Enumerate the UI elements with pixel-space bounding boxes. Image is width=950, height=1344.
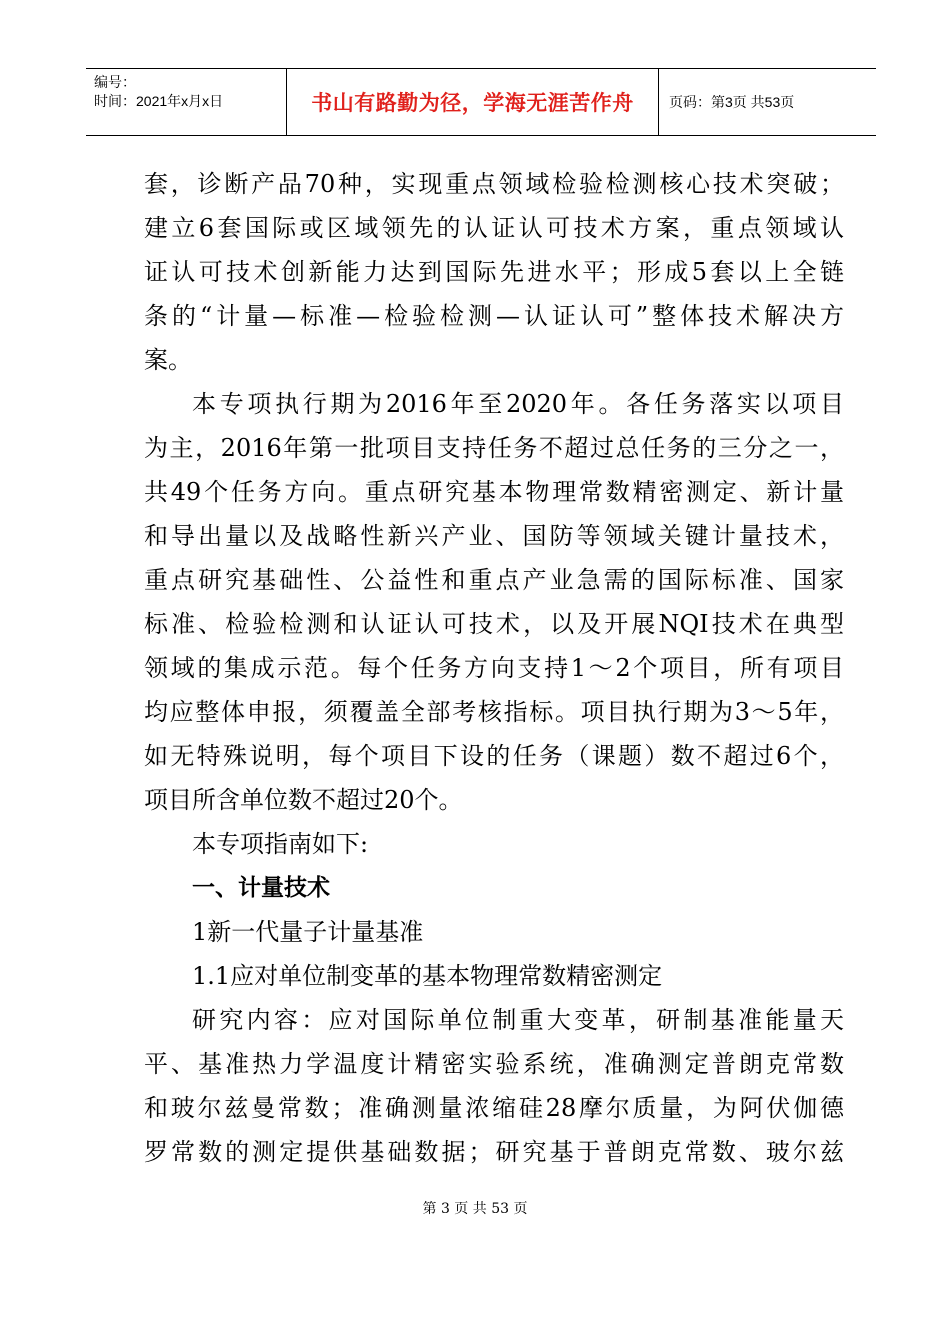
body-line: 罗常数的测定提供基础数据；研究基于普朗克常数、玻尔兹 xyxy=(144,1138,844,1166)
body-line: 和玻尔兹曼常数；准确测量浓缩硅28摩尔质量，为阿伏伽德 xyxy=(144,1094,844,1122)
document-body xyxy=(144,162,844,1174)
body-line: 平、基准热力学温度计精密实验系统，准确测定普朗克常数 xyxy=(144,1050,844,1078)
page-footer: 第 3 页 共 53 页 xyxy=(422,1201,528,1217)
header-meta-cell xyxy=(86,69,287,135)
body-line: 研究内容：应对国际单位制重大变革，研制基准能量天 xyxy=(192,1006,844,1034)
header-motto-cell xyxy=(287,69,659,135)
body-line: 本专项执行期为2016年至2020年。各任务落实以项目 xyxy=(192,390,844,418)
body-line: 项目所含单位数不超过20个。 xyxy=(144,786,463,814)
body-line: 套，诊断产品70种，实现重点领域检验检测核心技术突破； xyxy=(144,170,844,198)
document-header xyxy=(86,68,876,136)
body-line: 建立6套国际或区域领先的认证认可技术方案，重点领域认 xyxy=(144,214,844,242)
body-line: 案。 xyxy=(144,346,192,374)
header-page-label: 页码：第3页 共53页 xyxy=(669,94,795,110)
body-line: 重点研究基础性、公益性和重点产业急需的国际标准、国家 xyxy=(144,566,844,594)
header-page-cell xyxy=(659,69,876,135)
header-motto: 书山有路勤为径，学海无涯苦作舟 xyxy=(311,91,634,115)
body-line: 本专项指南如下: xyxy=(192,830,369,858)
section-heading: 一、计量技术 xyxy=(192,875,330,901)
document-number-label: 编号： xyxy=(94,74,136,90)
body-line: 标准、检验检测和认证认可技术，以及开展NQI技术在典型 xyxy=(144,610,844,638)
body-line: 均应整体申报，须覆盖全部考核指标。项目执行期为3～5年， xyxy=(144,698,844,726)
body-line: 如无特殊说明，每个项目下设的任务（课题）数不超过6个， xyxy=(144,742,844,770)
body-line: 和导出量以及战略性新兴产业、国防等领域关键计量技术， xyxy=(144,522,844,550)
subsection-heading: 1新一代量子计量基准 xyxy=(192,918,424,946)
body-line: 证认可技术创新能力达到国际先进水平；形成5套以上全链 xyxy=(144,258,844,286)
body-line: 为主，2016年第一批项目支持任务不超过总任务的三分之一， xyxy=(144,434,844,462)
body-line: 条的“计量—标准—检验检测—认证认可”整体技术解决方 xyxy=(144,302,844,330)
body-line: 领域的集成示范。每个任务方向支持1～2个项目，所有项目 xyxy=(144,654,844,682)
subsection-heading: 1.1应对单位制变革的基本物理常数精密测定 xyxy=(192,962,663,990)
body-line: 共49个任务方向。重点研究基本物理常数精密测定、新计量 xyxy=(144,478,844,506)
document-time-label: 时间：2021年x月x日 xyxy=(94,93,224,109)
